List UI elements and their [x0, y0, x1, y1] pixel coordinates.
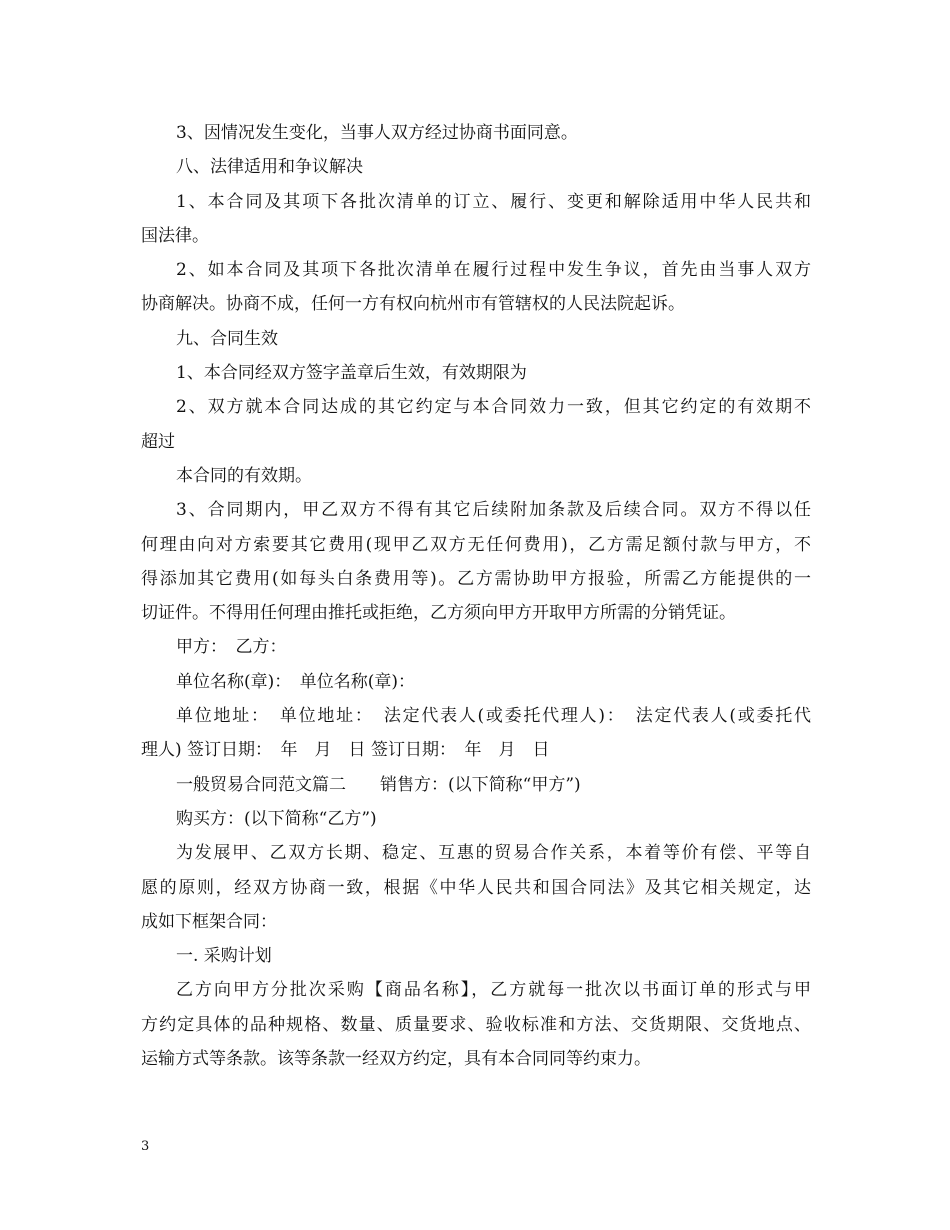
section-heading: 一. 采购计划 — [176, 946, 272, 967]
paragraph-line: 协商解决。协商不成，任何一方有权向杭州市有管辖权的人民法院起诉。 — [141, 294, 685, 315]
signature-details: 单位地址： 单位地址： 法定代表人(或委托代理人)： 法定代表人(或委托代 — [176, 706, 811, 727]
paragraph-line: 方约定具体的品种规格、数量、质量要求、验收标准和方法、交货期限、交货地点、 — [141, 1014, 811, 1035]
paragraph-line: 为发展甲、乙双方长期、稳定、互惠的贸易合作关系，本着等价有偿、平等自 — [176, 843, 811, 864]
paragraph-line: 3、因情况发生变化，当事人双方经过协商书面同意。 — [176, 123, 578, 143]
section-title: 一般贸易合同范文篇二 销售方：(以下简称“甲方”) — [176, 774, 581, 795]
paragraph-line: 得添加其它费用(如每头白条费用等)。乙方需协助甲方报验，所需乙方能提供的一 — [141, 568, 811, 589]
document-body — [141, 116, 811, 1076]
signature-dates: 理人) 签订日期： 年 月 日 签订日期： 年 月 日 — [141, 740, 550, 761]
section-heading: 九、合同生效 — [176, 328, 278, 349]
paragraph-line: 运输方式等条款。该等条款一经双方约定，具有本合同同等约束力。 — [141, 1049, 651, 1070]
paragraph-line: 愿的原则，经双方协商一致，根据《中华人民共和国合同法》及其它相关规定，达 — [141, 877, 811, 898]
page-number: 3 — [141, 1139, 150, 1154]
section-heading: 八、法律适用和争议解决 — [176, 157, 363, 178]
paragraph-line: 本合同的有效期。 — [176, 465, 312, 486]
paragraph-line: 乙方向甲方分批次采购【商品名称】，乙方就每一批次以书面订单的形式与甲 — [176, 980, 811, 1001]
signature-parties: 甲方： 乙方： — [176, 637, 287, 658]
paragraph-line: 3、合同期内，甲乙双方不得有其它后续附加条款及后续合同。双方不得以任 — [176, 500, 811, 521]
paragraph-line: 切证件。不得用任何理由推托或拒绝，乙方须向甲方开取甲方所需的分销凭证。 — [141, 603, 736, 624]
signature-unit-names: 单位名称(章)： 单位名称(章)： — [176, 671, 416, 692]
paragraph-line: 1、本合同及其项下各批次清单的订立、履行、变更和解除适用中华人民共和 — [176, 191, 811, 212]
paragraph-line: 国法律。 — [141, 225, 209, 246]
paragraph-line: 何理由向对方索要其它费用(现甲乙双方无任何费用)，乙方需足额付款与甲方，不 — [141, 534, 811, 555]
paragraph-line: 1、本合同经双方签字盖章后生效，有效期限为 — [176, 363, 527, 384]
paragraph-line: 2、双方就本合同达成的其它约定与本合同效力一致，但其它约定的有效期不 — [176, 397, 811, 418]
paragraph-line: 成如下框架合同： — [141, 911, 277, 932]
paragraph-line: 超过 — [141, 431, 175, 452]
paragraph-line: 购买方：(以下简称“乙方”) — [176, 808, 377, 829]
paragraph-line: 2、如本合同及其项下各批次清单在履行过程中发生争议，首先由当事人双方 — [176, 260, 811, 281]
